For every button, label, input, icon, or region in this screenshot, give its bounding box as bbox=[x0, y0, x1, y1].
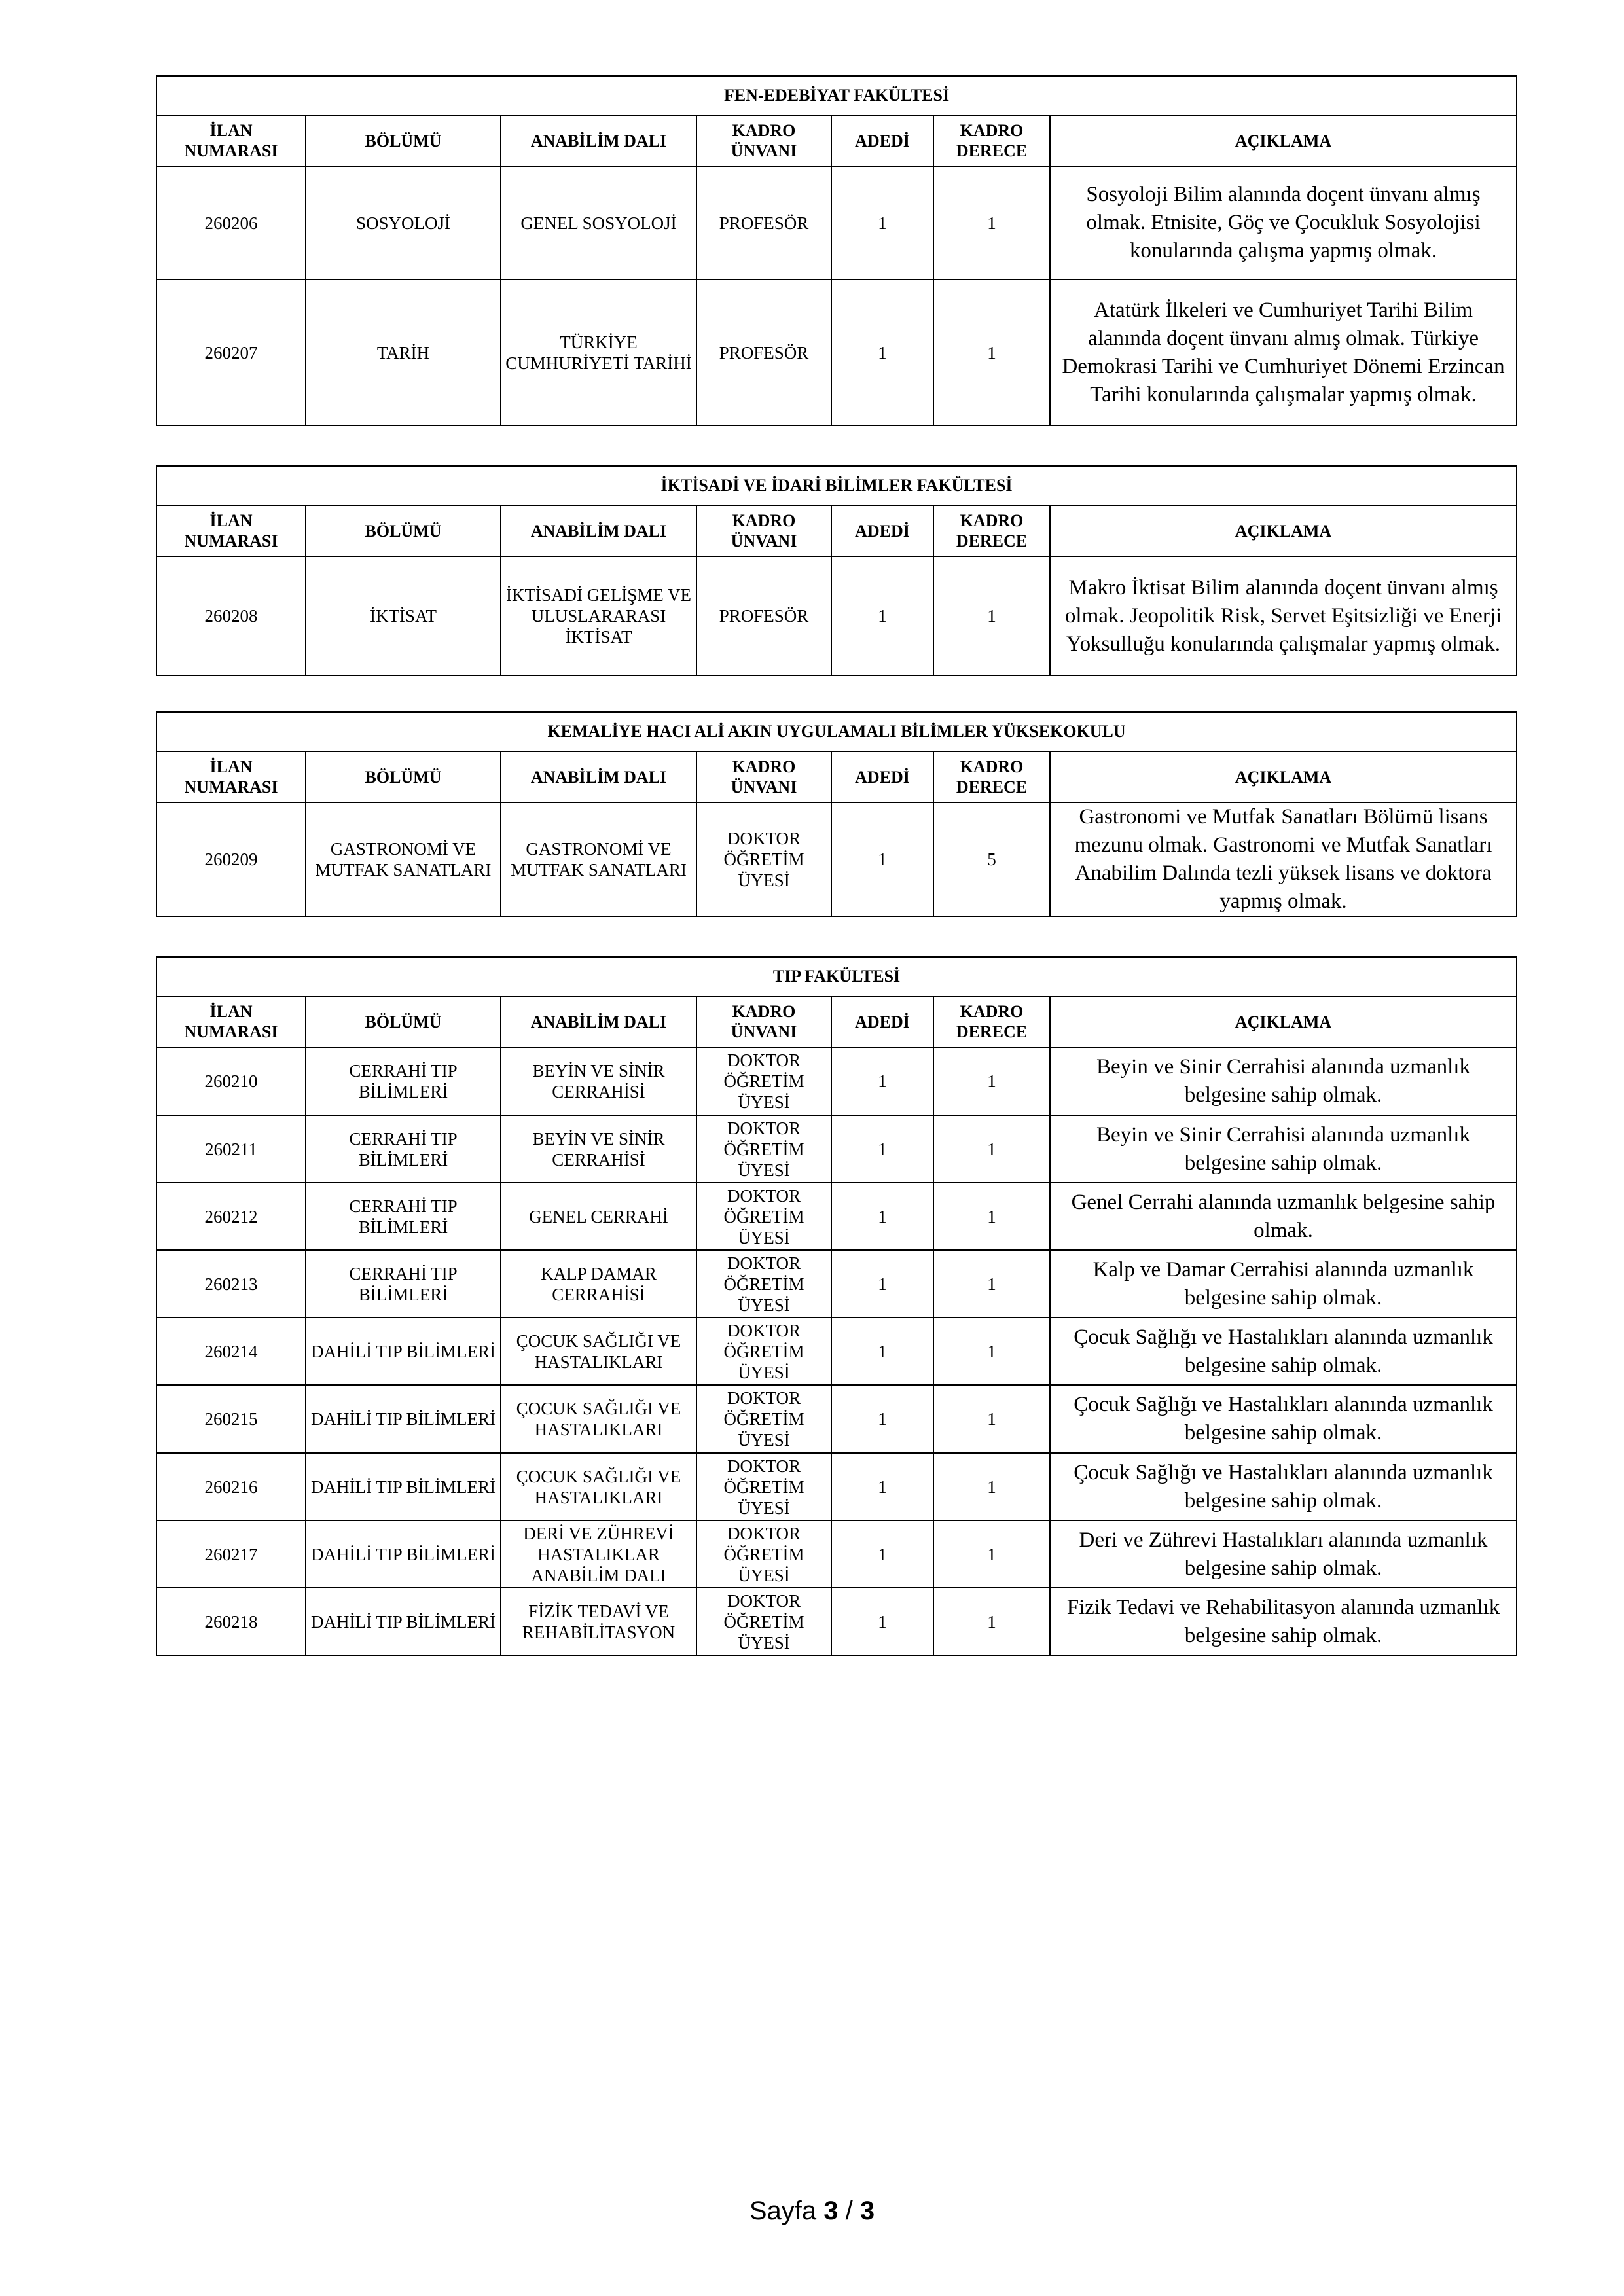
cell-adedi: 1 bbox=[831, 166, 933, 279]
cell-adedi: 1 bbox=[831, 1318, 933, 1385]
cell-bolum: DAHİLİ TIP BİLİMLERİ bbox=[306, 1385, 501, 1453]
cell-anabilim-dali: İKTİSADİ GELİŞME VE ULUSLARARASI İKTİSAT bbox=[501, 556, 696, 675]
cell-adedi: 1 bbox=[831, 1385, 933, 1453]
cell-ilan-number: 260212 bbox=[156, 1183, 306, 1250]
cell-kadro-unvani: DOKTOR ÖĞRETİM ÜYESİ bbox=[696, 1588, 831, 1655]
column-header-ilan-number: İLAN NUMARASI bbox=[156, 996, 306, 1047]
cell-aciklama: Sosyoloji Bilim alanında doçent ünvanı almış olmak. Etnisite, Göç ve Çocukluk Sosyolojisi konularında çalışma yapmış olmak. bbox=[1050, 166, 1517, 279]
cell-bolum: CERRAHİ TIP BİLİMLERİ bbox=[306, 1047, 501, 1115]
cell-ilan-number: 260215 bbox=[156, 1385, 306, 1453]
section-title: TIP FAKÜLTESİ bbox=[156, 957, 1517, 996]
cell-kadro-unvani: DOKTOR ÖĞRETİM ÜYESİ bbox=[696, 1047, 831, 1115]
cell-kadro-derece: 1 bbox=[933, 1385, 1050, 1453]
section-title: KEMALİYE HACI ALİ AKIN UYGULAMALI BİLİMLER YÜKSEKOKULU bbox=[156, 712, 1517, 751]
cell-ilan-number: 260209 bbox=[156, 802, 306, 916]
cell-kadro-unvani: PROFESÖR bbox=[696, 166, 831, 279]
cell-adedi: 1 bbox=[831, 279, 933, 425]
cell-ilan-number: 260211 bbox=[156, 1115, 306, 1183]
cell-kadro-derece: 1 bbox=[933, 1250, 1050, 1318]
cell-bolum: GASTRONOMİ VE MUTFAK SANATLARI bbox=[306, 802, 501, 916]
cell-adedi: 1 bbox=[831, 802, 933, 916]
table-row bbox=[156, 1318, 1517, 1385]
column-header-kadro-derece: KADRO DERECE bbox=[933, 751, 1050, 802]
cell-bolum: CERRAHİ TIP BİLİMLERİ bbox=[306, 1250, 501, 1318]
column-header-adedi: ADEDİ bbox=[831, 505, 933, 556]
cell-kadro-unvani: DOKTOR ÖĞRETİM ÜYESİ bbox=[696, 802, 831, 916]
cell-bolum: CERRAHİ TIP BİLİMLERİ bbox=[306, 1183, 501, 1250]
footer-separator: / bbox=[845, 2197, 853, 2225]
cell-bolum: TARİH bbox=[306, 279, 501, 425]
section-0 bbox=[156, 75, 1516, 426]
table-row bbox=[156, 279, 1517, 425]
cell-aciklama: Kalp ve Damar Cerrahisi alanında uzmanlık belgesine sahip olmak. bbox=[1050, 1250, 1517, 1318]
cell-anabilim-dali: GENEL CERRAHİ bbox=[501, 1183, 696, 1250]
cell-kadro-derece: 1 bbox=[933, 1115, 1050, 1183]
table-row bbox=[156, 1385, 1517, 1453]
column-header-aciklama: AÇIKLAMA bbox=[1050, 996, 1517, 1047]
cell-ilan-number: 260210 bbox=[156, 1047, 306, 1115]
cell-kadro-unvani: DOKTOR ÖĞRETİM ÜYESİ bbox=[696, 1385, 831, 1453]
cell-bolum: DAHİLİ TIP BİLİMLERİ bbox=[306, 1520, 501, 1588]
cell-kadro-unvani: DOKTOR ÖĞRETİM ÜYESİ bbox=[696, 1520, 831, 1588]
cell-ilan-number: 260216 bbox=[156, 1453, 306, 1520]
cell-ilan-number: 260208 bbox=[156, 556, 306, 675]
section-table bbox=[156, 956, 1517, 1656]
column-header-kadro-unvani: KADRO ÜNVANI bbox=[696, 996, 831, 1047]
cell-kadro-derece: 1 bbox=[933, 279, 1050, 425]
cell-kadro-unvani: DOKTOR ÖĞRETİM ÜYESİ bbox=[696, 1453, 831, 1520]
cell-anabilim-dali: FİZİK TEDAVİ VE REHABİLİTASYON bbox=[501, 1588, 696, 1655]
cell-kadro-derece: 1 bbox=[933, 166, 1050, 279]
cell-aciklama: Deri ve Zührevi Hastalıkları alanında uzmanlık belgesine sahip olmak. bbox=[1050, 1520, 1517, 1588]
table-row bbox=[156, 1520, 1517, 1588]
table-row bbox=[156, 1115, 1517, 1183]
column-header-ilan-number: İLAN NUMARASI bbox=[156, 751, 306, 802]
table-row bbox=[156, 1047, 1517, 1115]
column-header-ilan-number: İLAN NUMARASI bbox=[156, 505, 306, 556]
cell-adedi: 1 bbox=[831, 1453, 933, 1520]
table-row bbox=[156, 1453, 1517, 1520]
cell-anabilim-dali: ÇOCUK SAĞLIĞI VE HASTALIKLARI bbox=[501, 1385, 696, 1453]
cell-anabilim-dali: ÇOCUK SAĞLIĞI VE HASTALIKLARI bbox=[501, 1318, 696, 1385]
cell-aciklama: Çocuk Sağlığı ve Hastalıkları alanında uzmanlık belgesine sahip olmak. bbox=[1050, 1453, 1517, 1520]
column-header-anabilim-dali: ANABİLİM DALI bbox=[501, 751, 696, 802]
cell-kadro-unvani: DOKTOR ÖĞRETİM ÜYESİ bbox=[696, 1183, 831, 1250]
section-2 bbox=[156, 711, 1516, 917]
cell-aciklama: Çocuk Sağlığı ve Hastalıkları alanında uzmanlık belgesine sahip olmak. bbox=[1050, 1318, 1517, 1385]
column-header-bolum: BÖLÜMÜ bbox=[306, 505, 501, 556]
cell-adedi: 1 bbox=[831, 1520, 933, 1588]
column-header-bolum: BÖLÜMÜ bbox=[306, 996, 501, 1047]
column-header-anabilim-dali: ANABİLİM DALI bbox=[501, 115, 696, 166]
section-table bbox=[156, 711, 1517, 917]
column-header-bolum: BÖLÜMÜ bbox=[306, 115, 501, 166]
page-footer bbox=[0, 2197, 1624, 2226]
cell-kadro-derece: 1 bbox=[933, 1520, 1050, 1588]
cell-bolum: SOSYOLOJİ bbox=[306, 166, 501, 279]
column-header-aciklama: AÇIKLAMA bbox=[1050, 505, 1517, 556]
column-header-kadro-unvani: KADRO ÜNVANI bbox=[696, 751, 831, 802]
cell-ilan-number: 260218 bbox=[156, 1588, 306, 1655]
cell-aciklama: Çocuk Sağlığı ve Hastalıkları alanında uzmanlık belgesine sahip olmak. bbox=[1050, 1385, 1517, 1453]
cell-adedi: 1 bbox=[831, 1115, 933, 1183]
cell-anabilim-dali: BEYİN VE SİNİR CERRAHİSİ bbox=[501, 1047, 696, 1115]
cell-aciklama: Beyin ve Sinir Cerrahisi alanında uzmanlık belgesine sahip olmak. bbox=[1050, 1115, 1517, 1183]
cell-anabilim-dali: GASTRONOMİ VE MUTFAK SANATLARI bbox=[501, 802, 696, 916]
section-3 bbox=[156, 956, 1516, 1656]
cell-anabilim-dali: BEYİN VE SİNİR CERRAHİSİ bbox=[501, 1115, 696, 1183]
cell-adedi: 1 bbox=[831, 1250, 933, 1318]
column-header-kadro-derece: KADRO DERECE bbox=[933, 996, 1050, 1047]
cell-kadro-unvani: PROFESÖR bbox=[696, 556, 831, 675]
table-row bbox=[156, 1250, 1517, 1318]
cell-aciklama: Atatürk İlkeleri ve Cumhuriyet Tarihi Bilim alanında doçent ünvanı almış olmak. Türkiye Demokrasi Tarihi ve Cumhuriyet Dönemi Erzincan Tarihi konularında çalışmalar yapmış olmak. bbox=[1050, 279, 1517, 425]
cell-kadro-unvani: PROFESÖR bbox=[696, 279, 831, 425]
table-row bbox=[156, 802, 1517, 916]
section-1 bbox=[156, 465, 1516, 676]
cell-anabilim-dali: KALP DAMAR CERRAHİSİ bbox=[501, 1250, 696, 1318]
cell-ilan-number: 260214 bbox=[156, 1318, 306, 1385]
column-header-adedi: ADEDİ bbox=[831, 115, 933, 166]
cell-anabilim-dali: TÜRKİYE CUMHURİYETİ TARİHİ bbox=[501, 279, 696, 425]
column-header-aciklama: AÇIKLAMA bbox=[1050, 115, 1517, 166]
cell-anabilim-dali: GENEL SOSYOLOJİ bbox=[501, 166, 696, 279]
column-header-aciklama: AÇIKLAMA bbox=[1050, 751, 1517, 802]
column-header-kadro-derece: KADRO DERECE bbox=[933, 505, 1050, 556]
table-row bbox=[156, 1588, 1517, 1655]
section-table bbox=[156, 75, 1517, 426]
cell-kadro-unvani: DOKTOR ÖĞRETİM ÜYESİ bbox=[696, 1250, 831, 1318]
cell-kadro-unvani: DOKTOR ÖĞRETİM ÜYESİ bbox=[696, 1318, 831, 1385]
cell-aciklama: Beyin ve Sinir Cerrahisi alanında uzmanlık belgesine sahip olmak. bbox=[1050, 1047, 1517, 1115]
cell-adedi: 1 bbox=[831, 1588, 933, 1655]
table-row bbox=[156, 556, 1517, 675]
cell-aciklama: Makro İktisat Bilim alanında doçent ünvanı almış olmak. Jeopolitik Risk, Servet Eşitsizliği ve Enerji Yoksulluğu konularında çalışmalar yapmış olmak. bbox=[1050, 556, 1517, 675]
column-header-adedi: ADEDİ bbox=[831, 751, 933, 802]
column-header-anabilim-dali: ANABİLİM DALI bbox=[501, 996, 696, 1047]
cell-ilan-number: 260206 bbox=[156, 166, 306, 279]
cell-kadro-derece: 5 bbox=[933, 802, 1050, 916]
cell-adedi: 1 bbox=[831, 1047, 933, 1115]
footer-page-number: 3 bbox=[823, 2197, 839, 2225]
cell-kadro-derece: 1 bbox=[933, 1183, 1050, 1250]
cell-anabilim-dali: DERİ VE ZÜHREVİ HASTALIKLAR ANABİLİM DALI bbox=[501, 1520, 696, 1588]
cell-kadro-derece: 1 bbox=[933, 1318, 1050, 1385]
column-header-adedi: ADEDİ bbox=[831, 996, 933, 1047]
cell-bolum: CERRAHİ TIP BİLİMLERİ bbox=[306, 1115, 501, 1183]
table-row bbox=[156, 1183, 1517, 1250]
cell-ilan-number: 260213 bbox=[156, 1250, 306, 1318]
section-table bbox=[156, 465, 1517, 676]
cell-adedi: 1 bbox=[831, 556, 933, 675]
cell-bolum: DAHİLİ TIP BİLİMLERİ bbox=[306, 1453, 501, 1520]
cell-kadro-derece: 1 bbox=[933, 1047, 1050, 1115]
cell-bolum: DAHİLİ TIP BİLİMLERİ bbox=[306, 1318, 501, 1385]
footer-page-total: 3 bbox=[859, 2197, 875, 2225]
cell-kadro-derece: 1 bbox=[933, 1453, 1050, 1520]
cell-aciklama: Gastronomi ve Mutfak Sanatları Bölümü lisans mezunu olmak. Gastronomi ve Mutfak Sanatları Anabilim Dalında tezli yüksek lisans ve doktora yapmış olmak. bbox=[1050, 802, 1517, 916]
section-title: FEN-EDEBİYAT FAKÜLTESİ bbox=[156, 76, 1517, 115]
cell-anabilim-dali: ÇOCUK SAĞLIĞI VE HASTALIKLARI bbox=[501, 1453, 696, 1520]
column-header-kadro-unvani: KADRO ÜNVANI bbox=[696, 115, 831, 166]
section-title: İKTİSADİ VE İDARİ BİLİMLER FAKÜLTESİ bbox=[156, 466, 1517, 505]
table-row bbox=[156, 166, 1517, 279]
column-header-ilan-number: İLAN NUMARASI bbox=[156, 115, 306, 166]
column-header-anabilim-dali: ANABİLİM DALI bbox=[501, 505, 696, 556]
cell-ilan-number: 260217 bbox=[156, 1520, 306, 1588]
cell-aciklama: Genel Cerrahi alanında uzmanlık belgesine sahip olmak. bbox=[1050, 1183, 1517, 1250]
footer-prefix: Sayfa bbox=[749, 2197, 817, 2225]
column-header-kadro-unvani: KADRO ÜNVANI bbox=[696, 505, 831, 556]
cell-aciklama: Fizik Tedavi ve Rehabilitasyon alanında uzmanlık belgesine sahip olmak. bbox=[1050, 1588, 1517, 1655]
cell-bolum: İKTİSAT bbox=[306, 556, 501, 675]
cell-kadro-derece: 1 bbox=[933, 1588, 1050, 1655]
column-header-kadro-derece: KADRO DERECE bbox=[933, 115, 1050, 166]
column-header-bolum: BÖLÜMÜ bbox=[306, 751, 501, 802]
cell-bolum: DAHİLİ TIP BİLİMLERİ bbox=[306, 1588, 501, 1655]
cell-adedi: 1 bbox=[831, 1183, 933, 1250]
cell-ilan-number: 260207 bbox=[156, 279, 306, 425]
cell-kadro-unvani: DOKTOR ÖĞRETİM ÜYESİ bbox=[696, 1115, 831, 1183]
cell-kadro-derece: 1 bbox=[933, 556, 1050, 675]
